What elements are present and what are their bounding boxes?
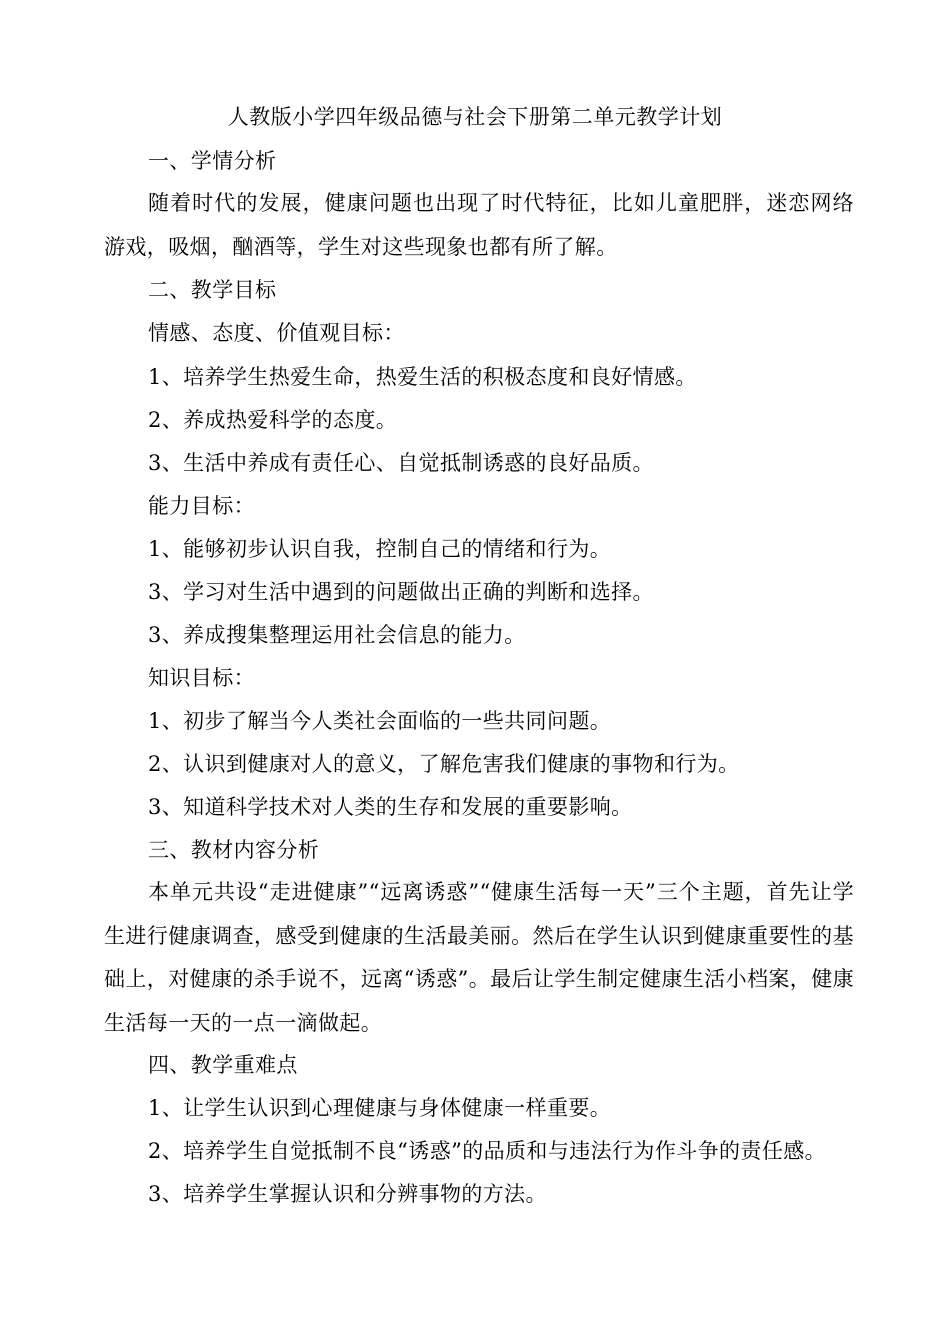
document-title: 人教版小学四年级品德与社会下册第二单元教学计划 (227, 105, 723, 129)
ability-item-3: 3、养成搜集整理运用社会信息的能力。 (148, 623, 526, 647)
emotion-objectives-heading: 情感、态度、价值观目标： (148, 321, 405, 345)
emotion-item-3: 3、生活中养成有责任心、自觉抵制诱惑的良好品质。 (148, 451, 654, 475)
section-heading-objectives: 二、教学目标 (148, 278, 277, 302)
ability-item-1: 1、能够初步认识自我，控制自己的情绪和行为。 (148, 537, 612, 561)
knowledge-item-3: 3、知道科学技术对人类的生存和发展的重要影响。 (148, 795, 633, 819)
emotion-item-2: 2、养成热爱科学的态度。 (148, 408, 398, 432)
ability-item-2: 3、学习对生活中遇到的问题做出正确的判断和选择。 (148, 580, 654, 604)
analysis-paragraph: 随着时代的发展，健康问题也出现了时代特征，比如儿童肥胖，迷恋网络游戏，吸烟，酗酒等，学生对这些现象也都有所了解。 (104, 191, 854, 259)
key-point-item-2: 2、培养学生自觉抵制不良“诱惑”的品质和与违法行为作斗争的责任感。 (148, 1139, 827, 1163)
knowledge-objectives-heading: 知识目标： (148, 666, 255, 690)
section-heading-key-points: 四、教学重难点 (148, 1053, 298, 1077)
content-analysis-paragraph: 本单元共设“走进健康”“远离诱惑”“健康生活每一天”三个主题，首先让学生进行健康调查，感受到健康的生活最美丽。然后在学生认识到健康重要性的基础上，对健康的杀手说不，远离“诱惑”。最后让学生制定健康生活小档案，健康生活每一天的一点一滴做起。 (104, 880, 854, 1035)
key-point-item-1: 1、让学生认识到心理健康与身体健康一样重要。 (148, 1096, 612, 1120)
knowledge-item-2: 2、认识到健康对人的意义，了解危害我们健康的事物和行为。 (148, 752, 740, 776)
key-point-item-3: 3、培养学生掌握认识和分辨事物的方法。 (148, 1182, 547, 1206)
ability-objectives-heading: 能力目标： (148, 494, 255, 518)
emotion-item-1: 1、培养学生热爱生命，热爱生活的积极态度和良好情感。 (148, 365, 697, 389)
knowledge-item-1: 1、初步了解当今人类社会面临的一些共同问题。 (148, 709, 612, 733)
section-heading-analysis: 一、学情分析 (148, 149, 277, 173)
section-heading-content-analysis: 三、教材内容分析 (148, 838, 320, 862)
